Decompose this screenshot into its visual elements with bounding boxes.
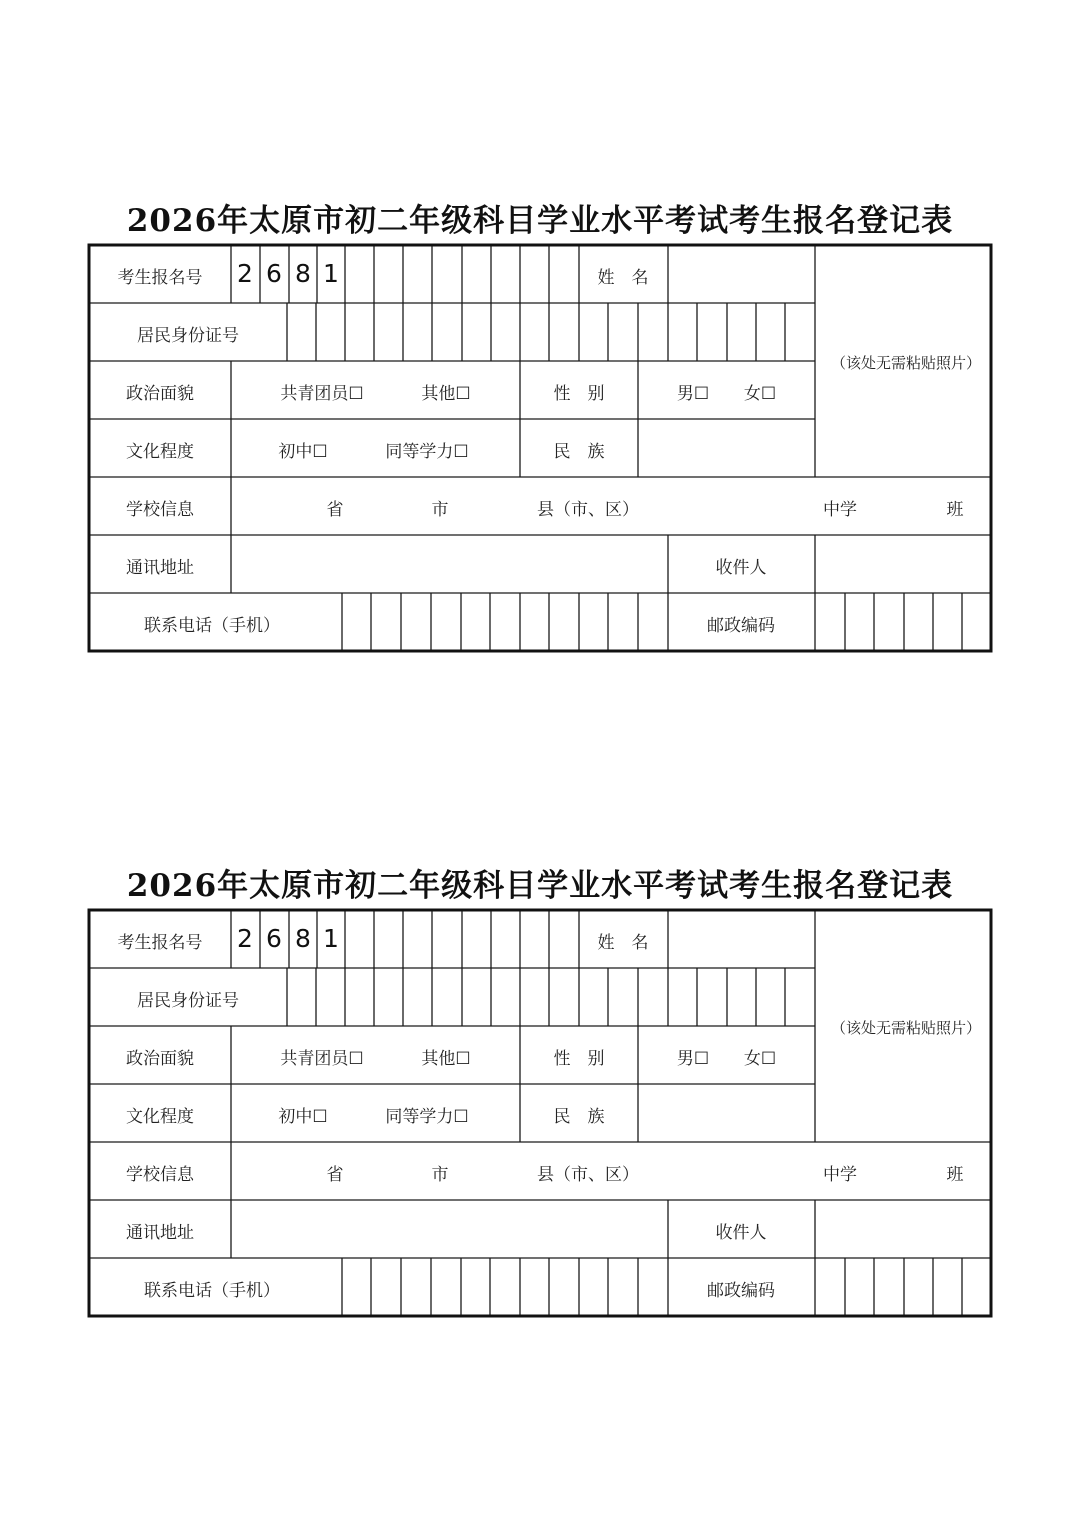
reg-no-digit-2[interactable]: 6: [266, 259, 282, 288]
gender-option-male[interactable]: 男☐: [676, 384, 710, 404]
ethnicity-label: 民 族: [553, 442, 605, 462]
school-county-label: 县（市、区）: [537, 500, 639, 520]
photo-note: （该处无需粘贴照片）: [830, 1019, 982, 1037]
registration-form-top: [0, 243, 1080, 655]
postcode-label: 邮政编码: [707, 1281, 775, 1301]
school-middle-label: 中学: [823, 500, 857, 520]
school-info-label: 学校信息: [126, 500, 194, 520]
school-class-label: 班: [946, 500, 964, 520]
reg-no-digit-3[interactable]: 8: [295, 259, 311, 288]
reg-no-digit-2[interactable]: 6: [266, 924, 282, 953]
education-option-equivalent[interactable]: 同等学力☐: [385, 1107, 469, 1127]
page-title-top: 2026年太原市初二年级科目学业水平考试考生报名登记表: [126, 203, 954, 239]
phone-label: 联系电话（手机）: [144, 616, 280, 636]
address-label: 通讯地址: [126, 1223, 194, 1243]
school-city-label: 市: [431, 500, 449, 520]
school-middle-label: 中学: [823, 1165, 857, 1185]
political-option-league[interactable]: 共青团员☐: [280, 1049, 364, 1069]
recipient-label: 收件人: [715, 1223, 767, 1243]
postcode-label: 邮政编码: [707, 616, 775, 636]
recipient-label: 收件人: [715, 558, 767, 578]
school-info-label: 学校信息: [126, 1165, 194, 1185]
ethnicity-label: 民 族: [553, 1107, 605, 1127]
photo-note: （该处无需粘贴照片）: [830, 354, 982, 372]
reg-no-digit-1[interactable]: 2: [237, 259, 253, 288]
school-county-label: 县（市、区）: [537, 1165, 639, 1185]
reg-no-digit-1[interactable]: 2: [237, 924, 253, 953]
id-number-label: 居民身份证号: [137, 326, 239, 346]
political-option-other[interactable]: 其他☐: [421, 1049, 471, 1069]
political-option-league[interactable]: 共青团员☐: [280, 384, 364, 404]
name-label: 姓 名: [597, 268, 649, 288]
education-label: 文化程度: [126, 442, 194, 462]
political-status-label: 政治面貌: [126, 384, 194, 404]
phone-label: 联系电话（手机）: [144, 1281, 280, 1301]
address-label: 通讯地址: [126, 558, 194, 578]
page-title-bottom: 2026年太原市初二年级科目学业水平考试考生报名登记表: [126, 868, 954, 904]
reg-no-digit-4[interactable]: 1: [323, 924, 339, 953]
id-number-label: 居民身份证号: [137, 991, 239, 1011]
education-label: 文化程度: [126, 1107, 194, 1127]
school-class-label: 班: [946, 1165, 964, 1185]
education-option-junior[interactable]: 初中☐: [278, 442, 328, 462]
reg-no-label: 考生报名号: [117, 933, 203, 953]
political-status-label: 政治面貌: [126, 1049, 194, 1069]
gender-label: 性 别: [553, 384, 605, 404]
school-province-label: 省: [326, 1165, 344, 1185]
reg-no-label: 考生报名号: [117, 268, 203, 288]
education-option-equivalent[interactable]: 同等学力☐: [385, 442, 469, 462]
gender-option-male[interactable]: 男☐: [676, 1049, 710, 1069]
gender-label: 性 别: [553, 1049, 605, 1069]
gender-option-female[interactable]: 女☐: [743, 384, 777, 404]
school-province-label: 省: [326, 500, 344, 520]
reg-no-digit-4[interactable]: 1: [323, 259, 339, 288]
education-option-junior[interactable]: 初中☐: [278, 1107, 328, 1127]
political-option-other[interactable]: 其他☐: [421, 384, 471, 404]
name-label: 姓 名: [597, 933, 649, 953]
school-city-label: 市: [431, 1165, 449, 1185]
reg-no-digit-3[interactable]: 8: [295, 924, 311, 953]
registration-form-bottom: [0, 908, 1080, 1320]
gender-option-female[interactable]: 女☐: [743, 1049, 777, 1069]
